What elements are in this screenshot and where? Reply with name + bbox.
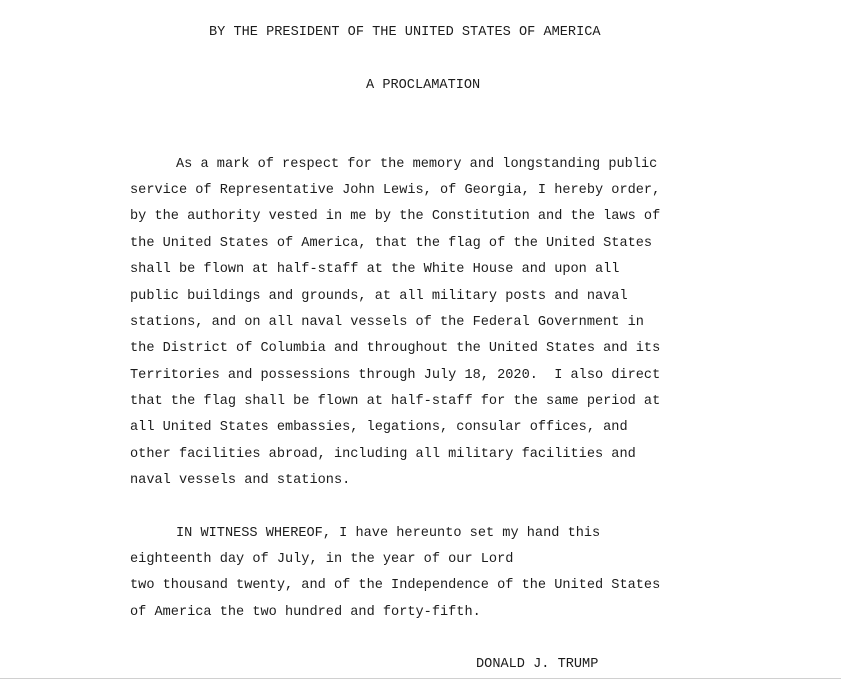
paragraph-line: shall be flown at half-staff at the White House and upon all — [130, 262, 620, 277]
paragraph-line: by the authority vested in me by the Constitution and the laws of — [130, 209, 661, 224]
bottom-divider — [0, 678, 841, 679]
paragraph-line: of America the two hundred and forty-fifth. — [130, 605, 481, 620]
paragraph-line: eighteenth day of July, in the year of our Lord — [130, 552, 514, 567]
paragraph-line: stations, and on all naval vessels of the Federal Government in — [130, 315, 644, 330]
paragraph-line: the United States of America, that the flag of the United States — [130, 236, 653, 251]
paragraph-line: that the flag shall be flown at half-staff for the same period at — [130, 394, 661, 409]
paragraph-line: IN WITNESS WHEREOF, I have hereunto set my hand this — [176, 526, 601, 541]
document-title: A PROCLAMATION — [366, 78, 481, 93]
signature: DONALD J. TRUMP — [476, 657, 599, 672]
paragraph-line: the District of Columbia and throughout the United States and its — [130, 341, 661, 356]
paragraph-line: As a mark of respect for the memory and longstanding public — [176, 157, 658, 172]
document-header: BY THE PRESIDENT OF THE UNITED STATES OF AMERICA — [209, 25, 601, 40]
paragraph-line: all United States embassies, legations, consular offices, and — [130, 420, 628, 435]
paragraph-line: Territories and possessions through July 18, 2020. I also direct — [130, 368, 661, 383]
paragraph-line: naval vessels and stations. — [130, 473, 351, 488]
paragraph-line: service of Representative John Lewis, of Georgia, I hereby order, — [130, 183, 661, 198]
paragraph-line: public buildings and grounds, at all military posts and naval — [130, 289, 628, 304]
paragraph-line: other facilities abroad, including all military facilities and — [130, 447, 636, 462]
paragraph-line: two thousand twenty, and of the Independence of the United States — [130, 578, 661, 593]
